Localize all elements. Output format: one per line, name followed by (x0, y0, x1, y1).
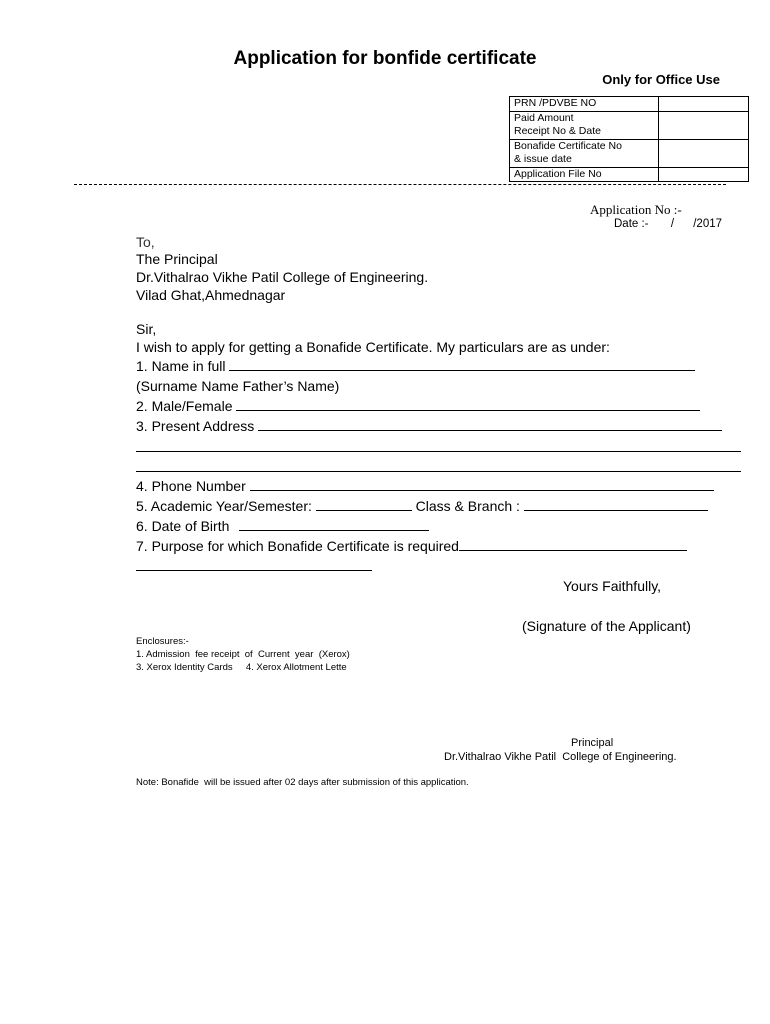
table-cell: PRN /PDVBE NO (510, 97, 659, 112)
table-cell: Application File No (510, 167, 659, 182)
address-line-blank-2[interactable] (136, 471, 741, 472)
address-line-2: Dr.Vithalrao Vikhe Patil College of Engineering. (136, 269, 429, 285)
academic-year-label: 5. Academic Year/Semester: (136, 498, 312, 514)
address-line-1: The Principal (136, 251, 218, 267)
dob-label: 6. Date of Birth (136, 518, 230, 534)
name-input[interactable] (229, 356, 695, 371)
purpose-line-blank[interactable] (136, 570, 372, 571)
intro-text: I wish to apply for getting a Bonafide Certificate. My particulars are as under: (136, 339, 610, 355)
signature-label: (Signature of the Applicant) (522, 618, 691, 634)
address-label: 3. Present Address (136, 418, 255, 434)
date-label: Date :- / /2017 (614, 218, 723, 230)
purpose-label: 7. Purpose for which Bonafide Certificate is required (136, 538, 459, 554)
table-row (510, 139, 749, 167)
class-branch-input[interactable] (524, 496, 708, 511)
address-line-blank-1[interactable] (136, 451, 741, 452)
salutation: Sir, (136, 321, 157, 337)
footer-note: Note: Bonafide will be issued after 02 days after submission of this application. (136, 777, 469, 788)
office-use-heading: Only for Office Use (602, 72, 720, 87)
application-no-label: Application No :- (590, 202, 682, 217)
to-label: To, (136, 234, 155, 250)
name-hint: (Surname Name Father’s Name) (136, 378, 340, 394)
principal-college: Dr.Vithalrao Vikhe Patil College of Engineering. (444, 751, 677, 763)
enclosures-heading: Enclosures:- (136, 636, 189, 647)
table-row (510, 167, 749, 182)
purpose-input[interactable] (459, 536, 687, 551)
table-cell: Bonafide Certificate No & issue date (510, 139, 659, 167)
phone-input[interactable] (250, 476, 714, 491)
name-field (136, 356, 695, 376)
table-cell[interactable] (659, 111, 749, 139)
gender-input[interactable] (236, 396, 700, 411)
divider (74, 184, 726, 185)
page-title: Application for bonfide certificate (233, 48, 537, 69)
principal-title: Principal (571, 737, 614, 749)
office-use-table (509, 96, 749, 182)
table-cell: Paid Amount Receipt No & Date (510, 111, 659, 139)
table-cell[interactable] (659, 97, 749, 112)
address-input[interactable] (258, 416, 722, 431)
phone-label: 4. Phone Number (136, 478, 246, 494)
academic-year-input[interactable] (316, 496, 412, 511)
table-cell[interactable] (659, 139, 749, 167)
gender-label: 2. Male/Female (136, 398, 233, 414)
enclosure-line-1: 1. Admission fee receipt of Current year (Xerox) (136, 649, 350, 660)
table-row (510, 97, 749, 112)
purpose-field (136, 536, 687, 556)
dob-field (136, 516, 429, 536)
table-row (510, 111, 749, 139)
academic-field (136, 496, 708, 516)
class-branch-label: Class & Branch : (415, 498, 520, 514)
gender-field (136, 396, 700, 416)
dob-input[interactable] (239, 516, 429, 531)
address-line-3: Vilad Ghat,Ahmednagar (136, 287, 286, 303)
phone-field (136, 476, 714, 496)
table-cell[interactable] (659, 167, 749, 182)
closing: Yours Faithfully, (563, 578, 662, 594)
address-field (136, 416, 722, 436)
name-label: 1. Name in full (136, 358, 226, 374)
enclosure-line-2: 3. Xerox Identity Cards 4. Xerox Allotment Lette (136, 662, 347, 673)
